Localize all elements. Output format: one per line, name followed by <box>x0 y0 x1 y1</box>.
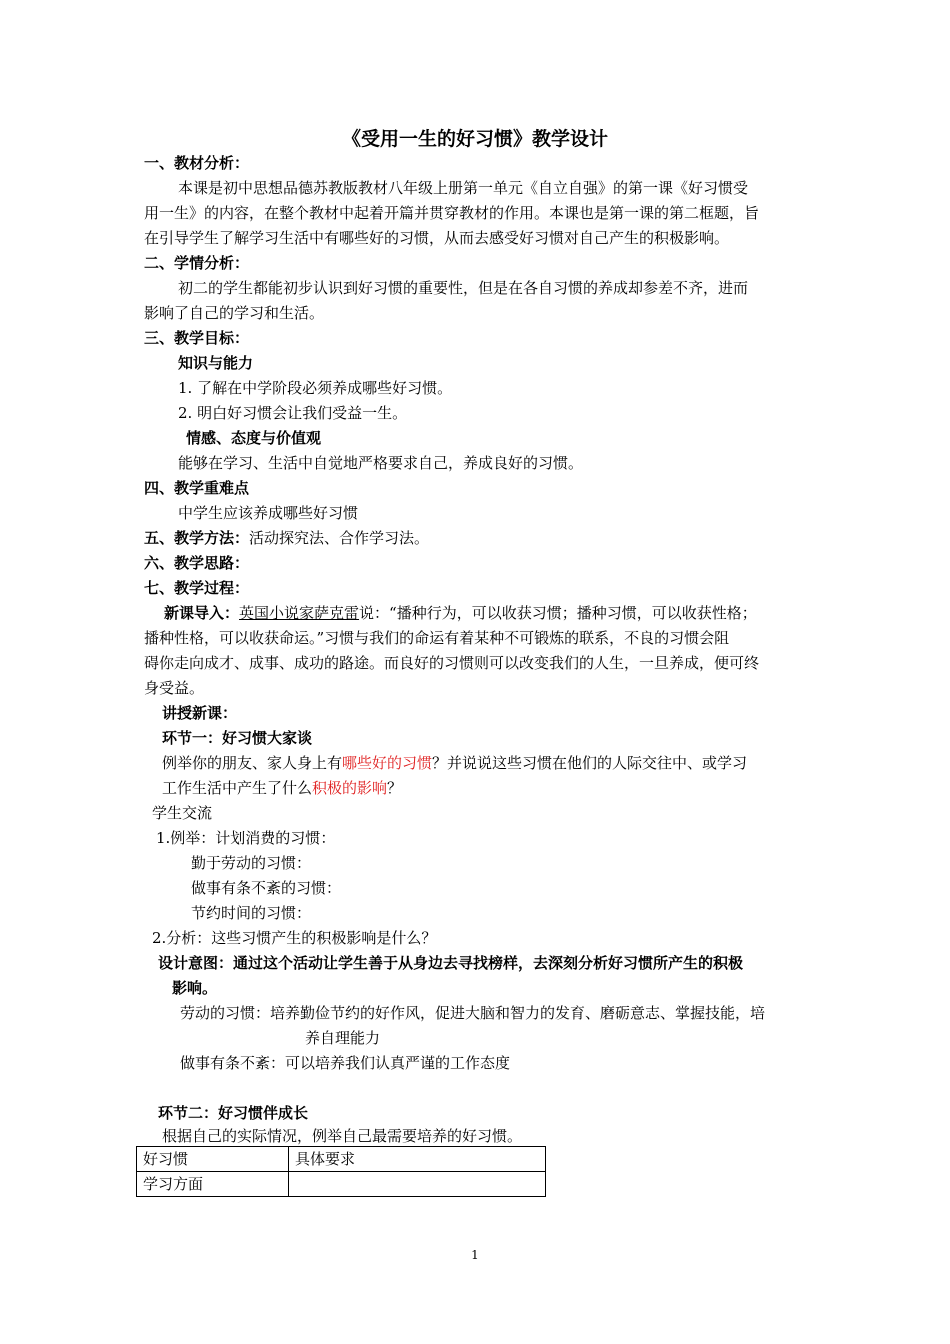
paragraph-line: 碍你走向成才、成事、成功的路途。而良好的习惯则可以改变我们的人生，一旦养成，便可终 <box>144 654 760 672</box>
highlight-positive-impact: 积极的影响 <box>312 779 388 797</box>
subheading-attitude: 情感、态度与价值观 <box>186 429 322 447</box>
section-heading-4: 四、教学重难点 <box>144 479 250 497</box>
analysis-item: 2.分析：这些习惯产生的积极影响是什么？ <box>152 929 437 947</box>
paragraph-line: 身受益。 <box>144 679 205 697</box>
table-header-cell: 具体要求 <box>289 1147 546 1172</box>
section-heading-1: 一、教材分析： <box>144 154 250 172</box>
paragraph-line: 能够在学习、生活中自觉地严格要求自己，养成良好的习惯。 <box>178 454 584 472</box>
intro-author-link[interactable]: 英国小说家萨克雷 <box>239 604 360 622</box>
question-text: 工作生活中产生了什么 <box>162 779 313 797</box>
table-header-row <box>137 1147 546 1172</box>
paragraph-line: 播种性格，可以收获命运。”习惯与我们的命运有着某种不可锻炼的联系，不良的习惯会阻 <box>144 629 730 647</box>
paragraph-line: 影响了自己的学习和生活。 <box>144 304 325 322</box>
paragraph-line: 本课是初中思想品德苏教版教材八年级上册第一单元《自立自强》的第一课《好习惯受 <box>178 179 749 197</box>
design-intent-line-2: 影响。 <box>172 979 218 997</box>
design-intent-line-1: 设计意图：通过这个活动让学生善于从身边去寻找榜样，去深刻分析好习惯所产生的积极 <box>158 954 744 972</box>
paragraph-line: 初二的学生都能初步认识到好习惯的重要性，但是在各自习惯的养成却参差不齐，进而 <box>178 279 749 297</box>
section-5-line <box>144 526 429 550</box>
labor-habit-line-1: 劳动的习惯：培养勤俭节约的好作风，促进大脑和智力的发育、磨砺意志、掌握技能，培 <box>180 1004 766 1022</box>
paragraph-line: 用一生》的内容，在整个教材中起着开篇并贯穿教材的作用。本课也是第一课的第二框题，旨 <box>144 204 760 222</box>
section-heading-7: 七、教学过程： <box>144 579 250 597</box>
subheading-knowledge: 知识与能力 <box>178 354 254 372</box>
section-heading-3: 三、教学目标： <box>144 329 250 347</box>
highlight-good-habits: 哪些好的习惯 <box>342 754 433 772</box>
table-cell: 学习方面 <box>137 1172 289 1197</box>
labor-habit-line-2: 养自理能力 <box>305 1029 381 1047</box>
table-row <box>137 1172 546 1197</box>
page-number: 1 <box>471 1248 479 1262</box>
link1-heading: 环节一：好习惯大家谈 <box>162 729 313 747</box>
section-heading-6: 六、教学思路： <box>144 554 250 572</box>
intro-quote: 说：“播种行为，可以收获习惯；播种习惯，可以收获性格； <box>359 604 757 622</box>
example-item: 1.例举：计划消费的习惯： <box>156 829 336 847</box>
habits-table <box>136 1146 546 1197</box>
paragraph-line: 根据自己的实际情况，例举自己最需要培养的好习惯。 <box>162 1127 523 1145</box>
paragraph-line: 中学生应该养成哪些好习惯 <box>178 504 359 522</box>
page-title: 《受用一生的好习惯》教学设计 <box>341 128 608 150</box>
list-item: 2. 明白好习惯会让我们受益一生。 <box>178 404 408 422</box>
intro-label: 新课导入： <box>164 604 240 622</box>
student-exchange: 学生交流 <box>152 804 213 822</box>
methods-text: 活动探究法、合作学习法。 <box>249 529 430 547</box>
question-line-1 <box>162 751 747 775</box>
example-item: 做事有条不紊的习惯： <box>191 879 342 897</box>
paragraph-line: 在引导学生了解学习生活中有哪些好的习惯，从而去感受好习惯对自己产生的积极影响。 <box>144 229 730 247</box>
question-text: ？ <box>387 779 403 797</box>
question-line-2 <box>162 776 402 800</box>
list-item: 1. 了解在中学阶段必须养成哪些好习惯。 <box>178 379 453 397</box>
intro-line <box>164 601 757 625</box>
section-heading-5: 五、教学方法： <box>144 529 250 547</box>
link2-heading: 环节二：好习惯伴成长 <box>158 1104 309 1122</box>
table-cell[interactable] <box>289 1172 546 1197</box>
question-text: 例举你的朋友、家人身上有 <box>162 754 343 772</box>
orderly-habit-line: 做事有条不紊：可以培养我们认真严谨的工作态度 <box>180 1054 511 1072</box>
example-item: 节约时间的习惯： <box>191 904 312 922</box>
question-text: ？并说说这些习惯在他们的人际交往中、或学习 <box>432 754 748 772</box>
new-lesson-heading: 讲授新课： <box>162 704 238 722</box>
table-header-cell: 好习惯 <box>137 1147 289 1172</box>
example-item: 勤于劳动的习惯： <box>191 854 312 872</box>
section-heading-2: 二、学情分析： <box>144 254 250 272</box>
